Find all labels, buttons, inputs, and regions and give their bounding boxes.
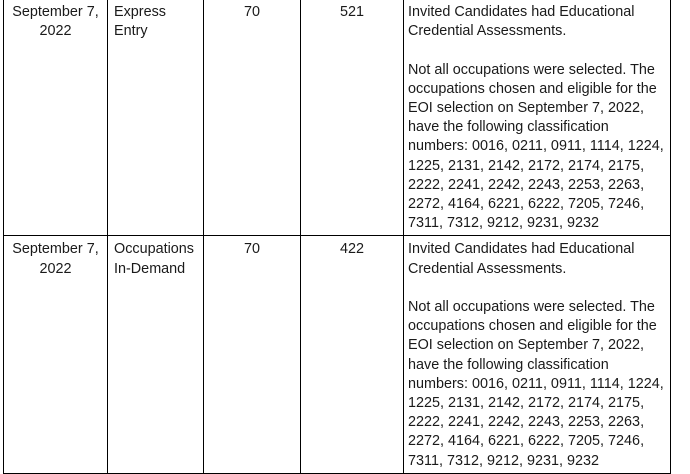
note-line: EOI selection on September 7, 2022, bbox=[408, 337, 644, 354]
date-cell bbox=[4, 236, 108, 473]
note-line: numbers: 0016, 0211, 0911, 1114, 1224, bbox=[408, 375, 664, 392]
note-spacer bbox=[408, 41, 664, 60]
note-line: Invited Candidates had Educational bbox=[408, 4, 635, 20]
stream-line: In-Demand bbox=[114, 260, 186, 277]
note-line: have the following classification bbox=[408, 119, 609, 136]
note-line: Credential Assessments. bbox=[408, 23, 567, 40]
note-line: 1225, 2131, 2142, 2172, 2174, 2175, bbox=[408, 157, 645, 174]
note-line: occupations chosen and eligible for the bbox=[408, 318, 657, 335]
note-line: numbers: 0016, 0211, 0911, 1114, 1224, bbox=[408, 138, 664, 155]
score-cell: 70 bbox=[204, 0, 301, 236]
stream-cell bbox=[108, 236, 204, 473]
invited-count-cell: 422 bbox=[301, 236, 404, 473]
note-line: occupations chosen and eligible for the bbox=[408, 80, 657, 97]
note-line: 7311, 7312, 9212, 9231, 9232 bbox=[408, 452, 599, 469]
notes-cell bbox=[404, 236, 671, 473]
date-line: September 7, bbox=[12, 241, 99, 258]
stream-line: Occupations bbox=[114, 241, 194, 258]
table-row bbox=[4, 0, 671, 236]
date-line: 2022 bbox=[39, 260, 72, 277]
note-line: 2272, 4164, 6221, 6222, 7205, 7246, bbox=[408, 196, 645, 213]
notes-cell bbox=[404, 0, 671, 236]
note-line: have the following classification bbox=[408, 356, 609, 373]
note-spacer bbox=[408, 279, 664, 298]
note-line: 1225, 2131, 2142, 2172, 2174, 2175, bbox=[408, 395, 645, 412]
stream-line: Express bbox=[114, 4, 166, 20]
invited-count-cell: 521 bbox=[301, 0, 404, 236]
score-cell: 70 bbox=[204, 236, 301, 473]
note-line: 2222, 2241, 2242, 2243, 2253, 2263, bbox=[408, 176, 645, 193]
note-line: 2272, 4164, 6221, 6222, 7205, 7246, bbox=[408, 433, 645, 450]
note-line: Credential Assessments. bbox=[408, 260, 567, 277]
date-line: September 7, bbox=[12, 4, 99, 20]
stream-line: Entry bbox=[114, 23, 148, 40]
note-line: Invited Candidates had Educational bbox=[408, 241, 635, 258]
draw-results-table bbox=[3, 0, 671, 474]
date-cell bbox=[4, 0, 108, 236]
note-line: EOI selection on September 7, 2022, bbox=[408, 100, 644, 116]
note-line: 2222, 2241, 2242, 2243, 2253, 2263, bbox=[408, 414, 645, 431]
date-line: 2022 bbox=[39, 23, 72, 40]
draw-results-table-wrapper bbox=[3, 0, 671, 474]
note-line: Not all occupations were selected. The bbox=[408, 61, 655, 78]
stream-cell bbox=[108, 0, 204, 236]
note-line: 7311, 7312, 9212, 9231, 9232 bbox=[408, 215, 599, 232]
note-line: Not all occupations were selected. The bbox=[408, 299, 655, 316]
table-row bbox=[4, 236, 671, 473]
